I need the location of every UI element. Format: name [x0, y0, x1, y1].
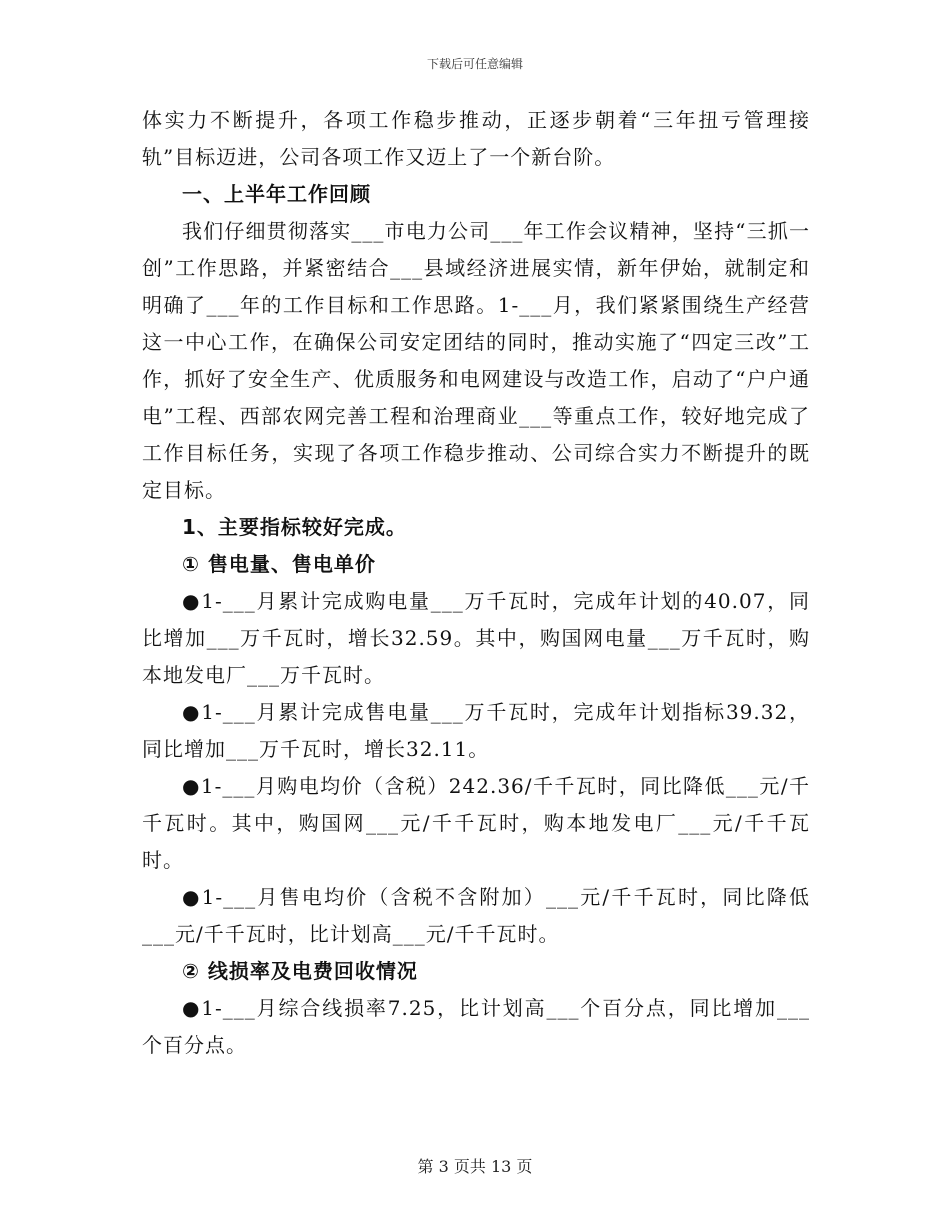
page-header-note: 下载后可任意编辑 [426, 57, 523, 71]
page-number-footer: 第 3 页共 13 页 [417, 1157, 533, 1176]
bullet-purchase-volume: ●1-___月累计完成购电量___万千瓦时，完成年计划的40.07，同比增加___万千瓦时，增长32.59。其中，购国网电量___万千瓦时，购本地发电厂___万千瓦时。 [142, 589, 810, 687]
subsection-heading-indicators: 1、主要指标较好完成。 [182, 515, 407, 539]
bullet-sales-price: ●1-___月售电均价（含税不含附加）___元/千千瓦时，同比降低___元/千千瓦时，比计划高___元/千千瓦时。 [142, 885, 810, 946]
bullet-line-loss-rate: ●1-___月综合线损率7.25，比计划高___个百分点，同比增加___个百分点。 [142, 996, 810, 1057]
item-heading-sales-volume-price: ① 售电量、售电单价 [182, 552, 376, 576]
bullet-purchase-price: ●1-___月购电均价（含税）242.36/千千瓦时，同比降低___元/千千瓦时。其中，购国网___元/千千瓦时，购本地发电厂___元/千千瓦时。 [142, 774, 810, 872]
section-heading-review: 一、上半年工作回顾 [182, 182, 371, 206]
bullet-sales-volume: ●1-___月累计完成售电量___万千瓦时，完成年计划指标39.32，同比增加___万千瓦时，增长32.11。 [142, 700, 810, 761]
paragraph-intro-continuation: 体实力不断提升，各项工作稳步推动，正逐步朝着“三年扭亏管理接轨”目标迈进，公司各项工作又迈上了一个新台阶。 [142, 108, 810, 169]
item-heading-line-loss: ② 线损率及电费回收情况 [182, 959, 418, 983]
paragraph-review-summary: 我们仔细贯彻落实___市电力公司___年工作会议精神，坚持“三抓一创”工作思路，并紧密结合___县域经济进展实情，新年伊始，就制定和明确了___年的工作目标和工作思路。1-___月，我们紧紧围绕生产经营这一中心工作，在确保公司安定团结的同时，推动实施了“四定三改”工作，抓好了安全生产、优质服务和电网建设与改造工作，启动了“户户通电”工程、西部农网完善工程和治理商业___等重点工作，较好地完成了工作目标任务，实现了各项工作稳步推动、公司综合实力不断提升的既定目标。 [142, 219, 810, 502]
document-body [142, 102, 810, 1064]
